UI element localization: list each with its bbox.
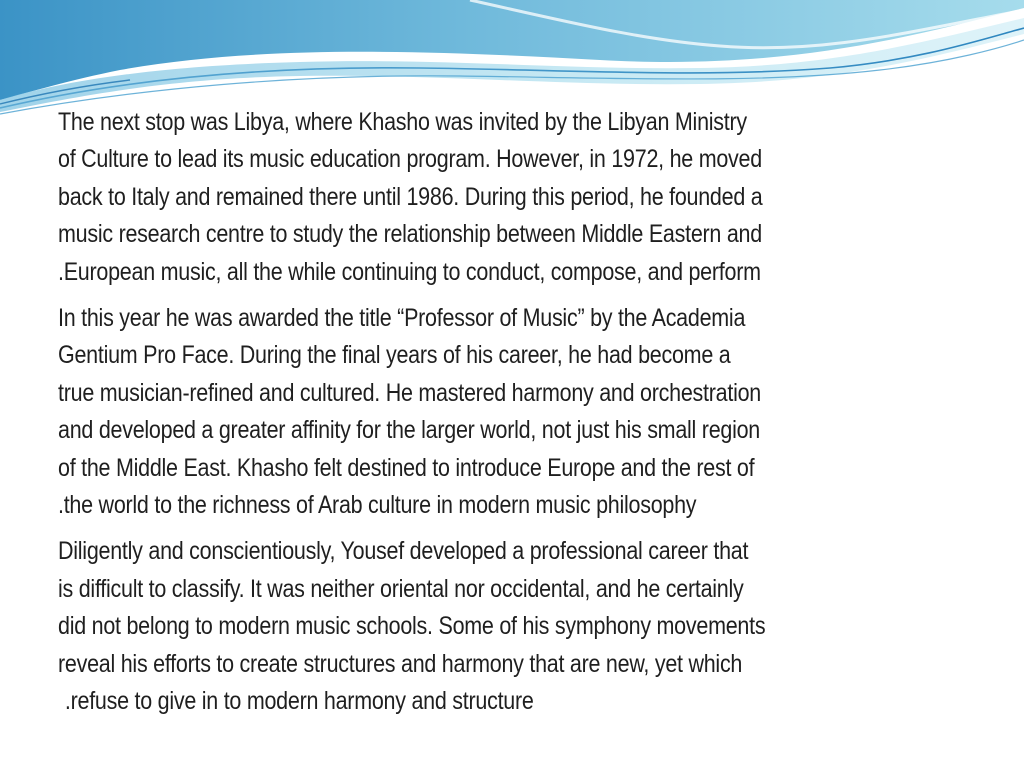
paragraph-3 bbox=[58, 533, 938, 720]
text-line: The next stop was Libya, where Khasho was invited by the Libyan Ministry bbox=[58, 108, 747, 136]
paragraph-1 bbox=[58, 104, 938, 291]
text-line: In this year he was awarded the title “Professor of Music” by the Academia bbox=[58, 304, 746, 333]
text-line: .refuse to give in to modern harmony and structure bbox=[64, 687, 534, 716]
text-line: reveal his efforts to create structures and harmony that are new, yet which bbox=[58, 649, 743, 678]
text-line: of Culture to lead its music education program. However, in 1972, he moved bbox=[58, 145, 762, 174]
text-line: did not belong to modern music schools. Some of his symphony movements bbox=[58, 612, 766, 641]
body-text bbox=[58, 104, 938, 730]
text-line: of the Middle East. Khasho felt destined to introduce Europe and the rest of bbox=[58, 453, 755, 482]
text-line: true musician-refined and cultured. He mastered harmony and orchestration bbox=[58, 378, 761, 407]
text-line: is difficult to classify. It was neither oriental nor occidental, and he certainly bbox=[58, 574, 744, 603]
text-line: Diligently and conscientiously, Yousef developed a professional career that bbox=[58, 537, 749, 566]
text-line: .European music, all the while continuing to conduct, compose, and perform bbox=[58, 257, 761, 286]
paragraph-2 bbox=[58, 300, 938, 524]
text-line: music research centre to study the relationship between Middle Eastern and bbox=[58, 220, 762, 249]
text-line: Gentium Pro Face. During the final years of his career, he had become a bbox=[58, 341, 731, 370]
text-line: .the world to the richness of Arab culture in modern music philosophy bbox=[58, 491, 697, 520]
text-line: and developed a greater affinity for the larger world, not just his small region bbox=[58, 416, 761, 445]
text-line: back to Italy and remained there until 1986. During this period, he founded a bbox=[58, 182, 763, 211]
